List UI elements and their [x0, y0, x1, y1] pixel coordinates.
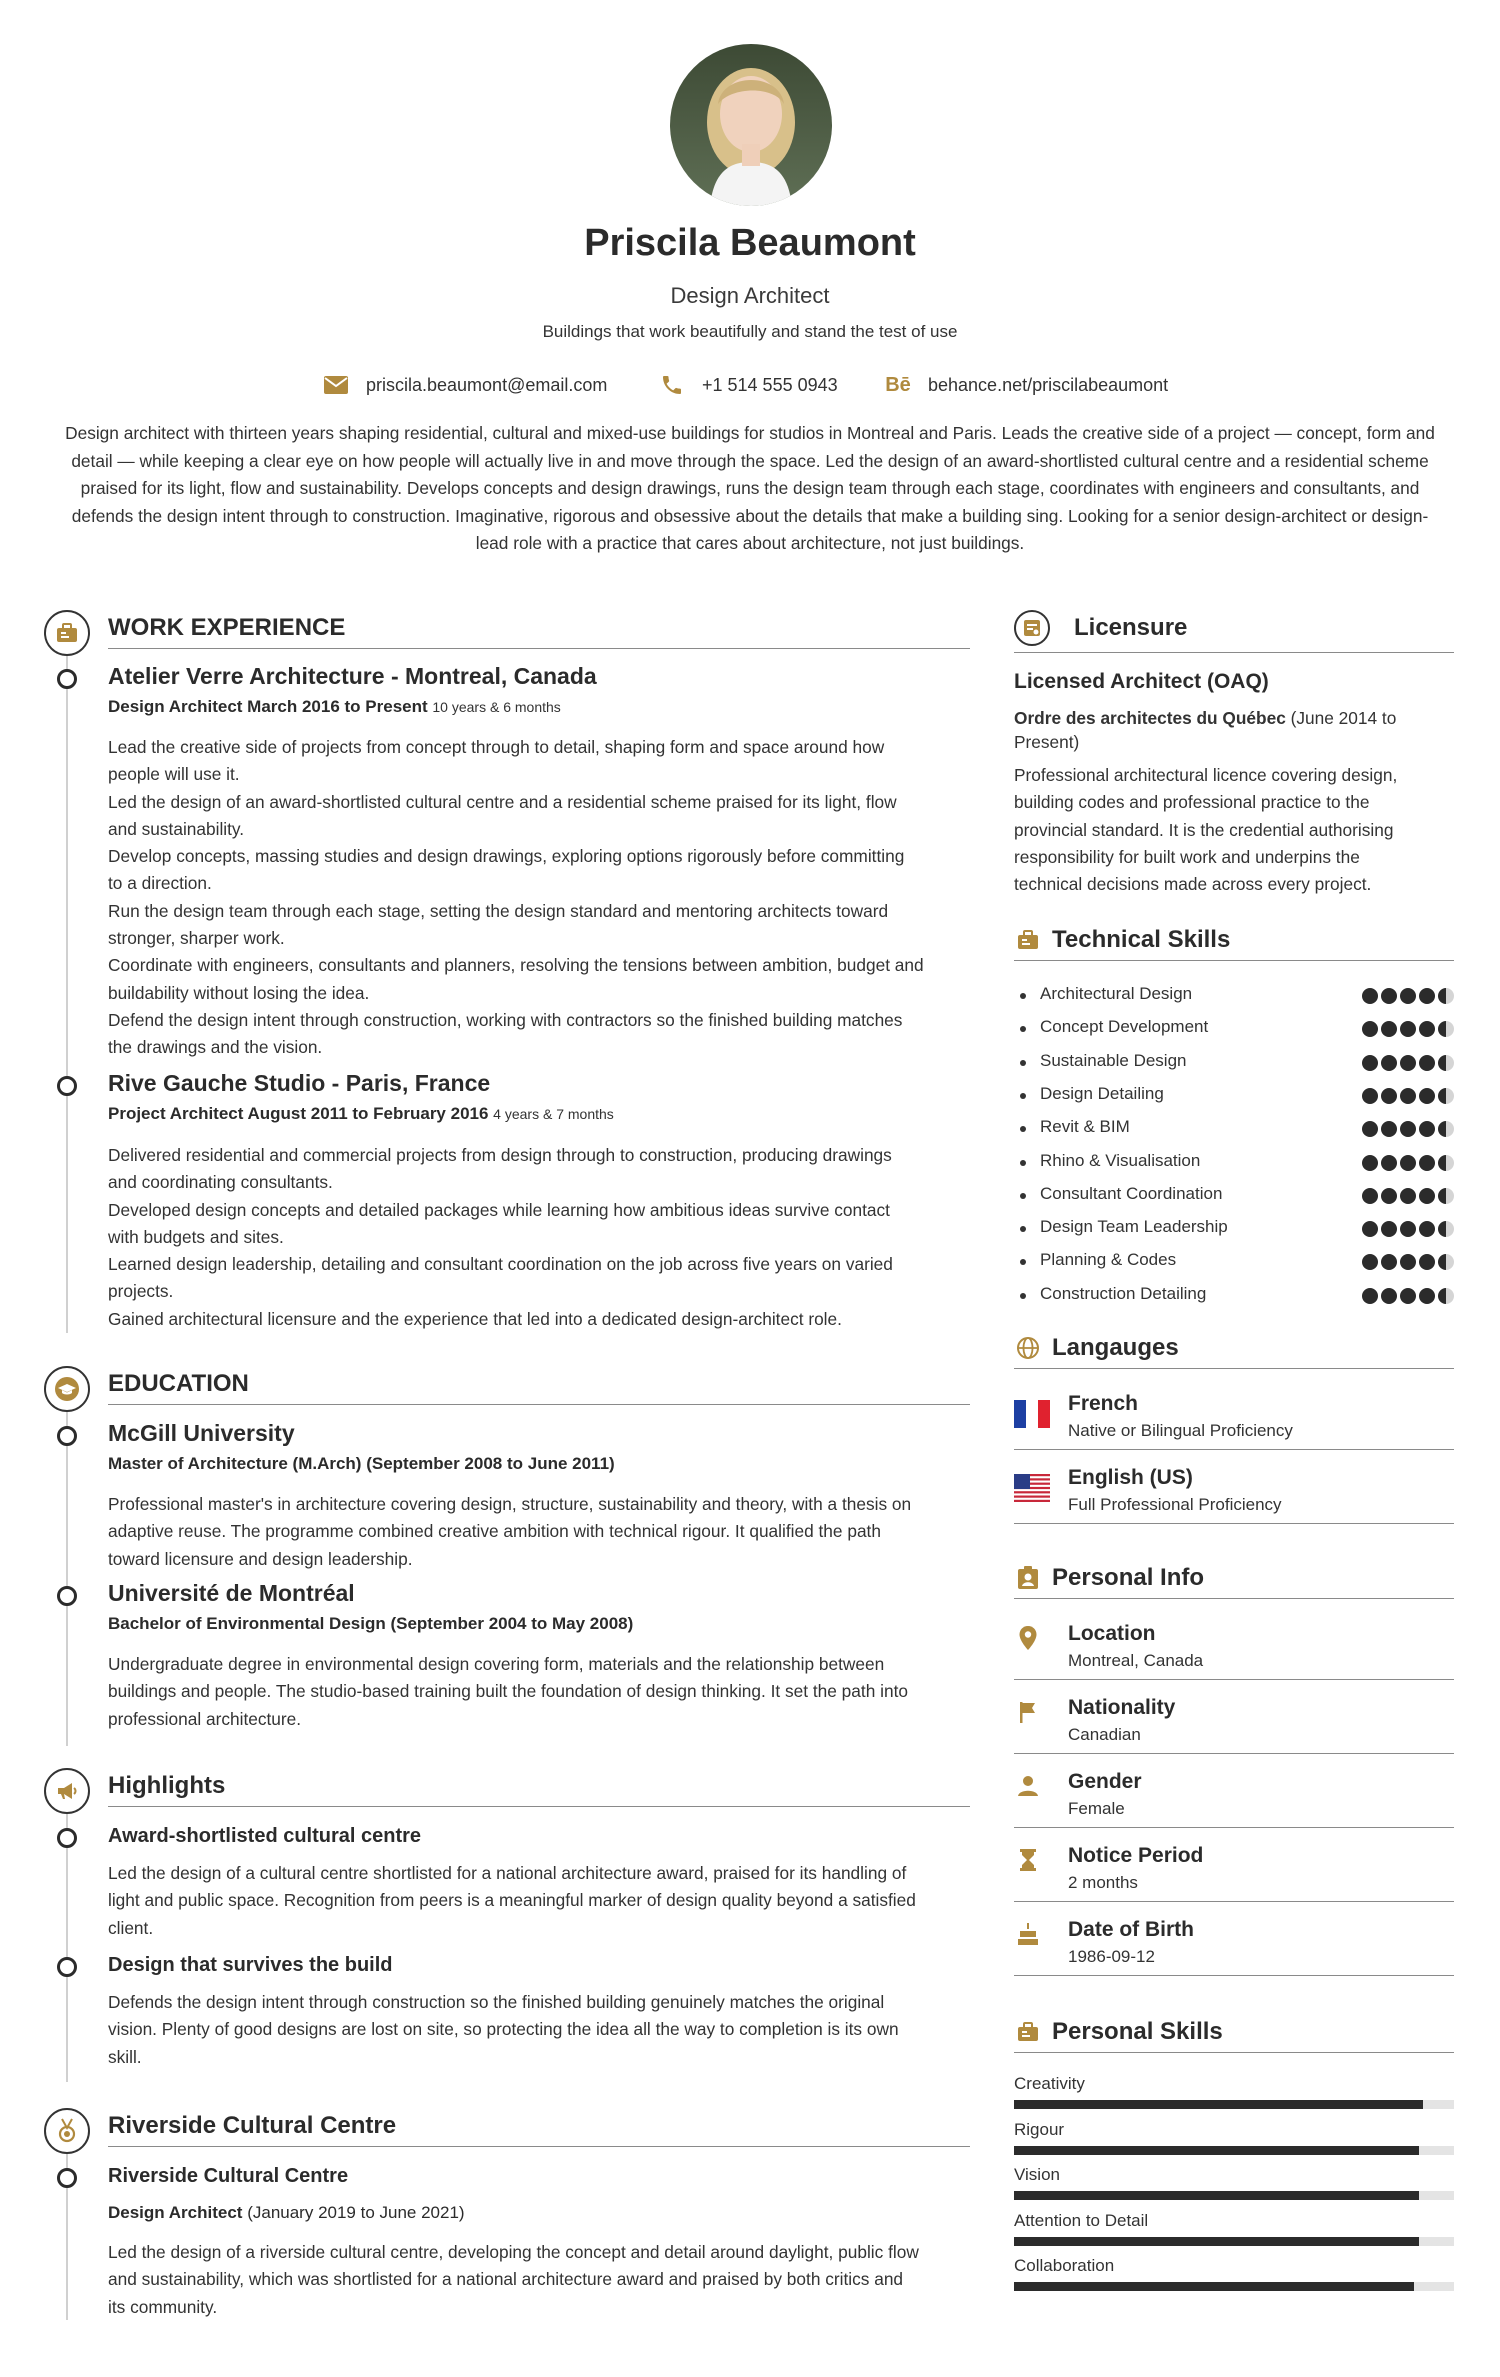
- licence-dates-end: Present): [1014, 732, 1080, 752]
- desc-line: Professional architectural licence covering design,: [1014, 765, 1398, 785]
- phone-icon: [658, 371, 686, 399]
- skill-rating: [1362, 1288, 1454, 1304]
- desc-line: Gained architectural licensure and the experience that led into a dedicated design-architect role.: [108, 1308, 842, 1329]
- highlight-description: [108, 1989, 970, 2071]
- rating-dot: [1438, 1254, 1454, 1270]
- language-level: Full Professional Proficiency: [1068, 1495, 1282, 1514]
- highlights-heading: Highlights: [108, 1772, 970, 1807]
- cake-icon: [1014, 1920, 1042, 1948]
- hourglass-icon: [1014, 1846, 1042, 1874]
- skill-name: Planning & Codes: [1040, 1250, 1177, 1270]
- desc-line: Developed design concepts and detailed packages while learning how ambitious ideas survive contact: [108, 1199, 890, 1220]
- us-flag-icon: [1014, 1474, 1050, 1502]
- licence-issuer-name: Ordre des architectes du Québec: [1014, 708, 1286, 728]
- info-label: Location: [1068, 1622, 1156, 1645]
- rating-dot: [1381, 1188, 1397, 1204]
- desc-line: buildability without losing the idea.: [108, 982, 370, 1003]
- desc-line: Led the design of a riverside cultural centre, developing the concept and detail around daylight, public flow: [108, 2242, 919, 2262]
- desc-line: and sustainability, which was shortlisted for a national architecture award and praised by both critics and: [108, 2269, 904, 2290]
- highlight-title: Award-shortlisted cultural centre: [108, 1825, 422, 1847]
- rating-dot: [1400, 1288, 1416, 1304]
- bullet-icon: [1020, 1293, 1026, 1299]
- personal-skill-name: Collaboration: [1014, 2256, 1115, 2275]
- job-duration: 4 years & 7 months: [493, 1106, 614, 1122]
- degree: Master of Architecture (M.Arch) (September 2008 to June 2011): [108, 1454, 615, 1473]
- desc-line: toward licensure and design leadership.: [108, 1548, 413, 1569]
- project-role-text: Design Architect: [108, 2203, 243, 2222]
- skill-bar-fill: [1014, 2146, 1419, 2155]
- rating-dot: [1381, 988, 1397, 1004]
- desc-line: the drawings and the vision.: [108, 1037, 323, 1058]
- info-label: Nationality: [1068, 1696, 1176, 1719]
- skill-rating: [1362, 1055, 1454, 1071]
- desc-line: and sustainability.: [108, 818, 245, 839]
- skill-bar-track: [1014, 2237, 1454, 2246]
- rating-dot: [1381, 1221, 1397, 1237]
- personal-skill-item: [1014, 2120, 1454, 2160]
- rating-dot: [1438, 1288, 1454, 1304]
- technical-skill-item: [1014, 1051, 1454, 1075]
- desc-line: Learned design leadership, detailing and consultant coordination on the job across five years on varied: [108, 1254, 893, 1275]
- personal-skill-item: [1014, 2165, 1454, 2205]
- school-name: McGill University: [108, 1420, 295, 1446]
- rating-dot: [1419, 988, 1435, 1004]
- technical-skill-item: [1014, 1084, 1454, 1108]
- person-icon: [1014, 1772, 1042, 1800]
- timeline-dot: [57, 2168, 77, 2188]
- info-value: Canadian: [1068, 1725, 1141, 1744]
- skill-bar-fill: [1014, 2237, 1419, 2246]
- rating-dot: [1400, 1088, 1416, 1104]
- bullet-icon: [1020, 1226, 1026, 1232]
- job-duration: 10 years & 6 months: [432, 699, 561, 715]
- technical-skill-item: [1014, 984, 1454, 1008]
- bullet-icon: [1020, 993, 1026, 999]
- rating-dot: [1419, 1288, 1435, 1304]
- desc-line: Defends the design intent through construction so the finished building genuinely matches the original: [108, 1992, 885, 2012]
- certificate-icon: [1014, 610, 1050, 646]
- skill-rating: [1362, 1221, 1454, 1237]
- rating-dot: [1381, 1254, 1397, 1270]
- phone-contact[interactable]: [658, 370, 838, 400]
- highlight-title: Design that survives the build: [108, 1954, 393, 1976]
- desc-line: buildings and people. The studio-based training built the foundation of design thinking. It set the path into: [108, 1681, 908, 1702]
- info-value: Female: [1068, 1799, 1125, 1818]
- candidate-name: Priscila Beaumont: [584, 222, 916, 264]
- desc-line: responsibility for built work and underpins the: [1014, 846, 1360, 867]
- languages-heading: [1014, 1334, 1454, 1369]
- skill-rating: [1362, 1088, 1454, 1104]
- profile-photo: [670, 44, 832, 206]
- highlight-description: [108, 1860, 970, 1942]
- skill-name: Concept Development: [1040, 1017, 1209, 1037]
- rating-dot: [1381, 1155, 1397, 1171]
- desc-line: Lead the creative side of projects from concept through to detail, shaping form and space around how: [108, 737, 885, 757]
- job-position: [108, 1104, 614, 1124]
- personal-skill-name: Rigour: [1014, 2119, 1065, 2139]
- desc-line: and coordinating consultants.: [108, 1172, 333, 1193]
- rating-dot: [1419, 1155, 1435, 1171]
- megaphone-icon: [44, 1768, 90, 1814]
- desc-line: stronger, sharper work.: [108, 928, 285, 949]
- desc-line: building codes and professional practice to the: [1014, 792, 1370, 813]
- bullet-icon: [1020, 1193, 1026, 1199]
- info-value: 1986-09-12: [1068, 1947, 1155, 1966]
- technical-skill-item: [1014, 1151, 1454, 1175]
- rating-dot: [1419, 1055, 1435, 1071]
- rating-dot: [1381, 1121, 1397, 1137]
- desc-line: Led the design of an award-shortlisted cultural centre and a residential scheme praised for its light, flow: [108, 791, 897, 812]
- rating-dot: [1362, 1188, 1378, 1204]
- skill-name: Design Team Leadership: [1040, 1217, 1228, 1237]
- technical-skill-item: [1014, 1284, 1454, 1308]
- education-description: [108, 1651, 970, 1733]
- desc-line: technical decisions made across every project.: [1014, 874, 1372, 895]
- id-badge-icon: [1014, 1564, 1042, 1592]
- rating-dot: [1438, 1021, 1454, 1037]
- licence-description: [1014, 762, 1454, 898]
- skill-rating: [1362, 1021, 1454, 1037]
- licensure-heading-text: Licensure: [1074, 614, 1188, 641]
- language-item: [1014, 1454, 1454, 1524]
- rating-dot: [1362, 1155, 1378, 1171]
- skill-rating: [1362, 1121, 1454, 1137]
- location-pin-icon: [1014, 1624, 1042, 1652]
- info-notice-period: [1014, 1832, 1454, 1902]
- desc-line: Delivered residential and commercial projects from design through to construction, producing drawings: [108, 1145, 892, 1165]
- email-icon: [322, 371, 350, 399]
- licence-name: Licensed Architect (OAQ): [1014, 670, 1269, 693]
- info-gender: [1014, 1758, 1454, 1828]
- bullet-icon: [1020, 1160, 1026, 1166]
- desc-line: Develop concepts, massing studies and design drawings, exploring options rigorously before committing: [108, 846, 905, 867]
- skill-bar-track: [1014, 2146, 1454, 2155]
- job-position-text: Project Architect August 2011 to February 2016: [108, 1104, 489, 1123]
- info-label: Notice Period: [1068, 1844, 1204, 1867]
- licence-dates: (June 2014 to: [1290, 708, 1397, 728]
- job-description: [108, 1142, 970, 1333]
- project-description: [108, 2239, 970, 2321]
- info-value: 2 months: [1068, 1873, 1138, 1892]
- website-text: behance.net/priscilabeaumont: [928, 374, 1169, 395]
- info-location: [1014, 1610, 1454, 1680]
- education-description: [108, 1491, 970, 1573]
- technical-skills-heading-text: Technical Skills: [1052, 926, 1231, 953]
- language-name: French: [1068, 1392, 1139, 1415]
- desc-line: vision. Plenty of good designs are lost on site, so protecting the idea all the way to completion is its own: [108, 2019, 899, 2040]
- rating-dot: [1362, 988, 1378, 1004]
- timeline-dot: [57, 669, 77, 689]
- rating-dot: [1419, 1121, 1435, 1137]
- personal-skills-heading: [1014, 2018, 1454, 2053]
- rating-dot: [1400, 988, 1416, 1004]
- rating-dot: [1438, 1121, 1454, 1137]
- work-experience-heading: WORK EXPERIENCE: [108, 614, 970, 649]
- skill-rating: [1362, 1254, 1454, 1270]
- timeline-dot: [57, 1586, 77, 1606]
- skill-name: Design Detailing: [1040, 1083, 1164, 1103]
- technical-skill-item: [1014, 1250, 1454, 1274]
- skill-bar-fill: [1014, 2282, 1414, 2291]
- desc-line: to a direction.: [108, 873, 212, 894]
- rating-dot: [1381, 1021, 1397, 1037]
- skill-bar-fill: [1014, 2100, 1423, 2109]
- bullet-icon: [1020, 1093, 1026, 1099]
- desc-line: Defend the design intent through construction, working with contractors so the finished building matches: [108, 1009, 903, 1030]
- rating-dot: [1438, 1088, 1454, 1104]
- skill-bar-track: [1014, 2100, 1454, 2109]
- skill-rating: [1362, 988, 1454, 1004]
- briefcase-icon: [44, 610, 90, 656]
- languages-heading-text: Langauges: [1052, 1334, 1179, 1361]
- job-company: Rive Gauche Studio - Paris, France: [108, 1070, 491, 1096]
- technical-skill-item: [1014, 1117, 1454, 1141]
- rating-dot: [1419, 1021, 1435, 1037]
- personal-info-heading-text: Personal Info: [1052, 1564, 1205, 1591]
- desc-line: its community.: [108, 2296, 218, 2317]
- desc-line: Coordinate with engineers, consultants and planners, resolving the tensions between ambition, budget and: [108, 955, 924, 976]
- rating-dot: [1419, 1188, 1435, 1204]
- personal-skill-item: [1014, 2211, 1454, 2251]
- language-item: [1014, 1380, 1454, 1450]
- project-role: [108, 2203, 465, 2223]
- rating-dot: [1362, 1254, 1378, 1270]
- desc-line: with budgets and sites.: [108, 1226, 284, 1247]
- desc-line: provincial standard. It is the credential authorising: [1014, 819, 1394, 840]
- bullet-icon: [1020, 1259, 1026, 1265]
- timeline-line: [66, 1410, 68, 1746]
- technical-skill-item: [1014, 1184, 1454, 1208]
- job-position-text: Design Architect March 2016 to Present: [108, 697, 428, 716]
- rating-dot: [1400, 1221, 1416, 1237]
- rating-dot: [1400, 1021, 1416, 1037]
- skill-bar-track: [1014, 2191, 1454, 2200]
- bullet-icon: [1020, 1060, 1026, 1066]
- desc-line: people will use it.: [108, 764, 240, 785]
- info-value: Montreal, Canada: [1068, 1651, 1204, 1670]
- personal-skill-item: [1014, 2256, 1454, 2296]
- toolbox-icon: [1014, 926, 1042, 954]
- rating-dot: [1400, 1155, 1416, 1171]
- desc-line: adaptive reuse. The programme combined creative ambition with technical rigour. It qualified the path: [108, 1521, 881, 1542]
- desc-line: skill.: [108, 2046, 142, 2067]
- graduation-cap-icon: [44, 1366, 90, 1412]
- rating-dot: [1381, 1288, 1397, 1304]
- rating-dot: [1362, 1221, 1378, 1237]
- desc-line: Professional master's in architecture covering design, structure, sustainability and theory, with a thesis on: [108, 1494, 912, 1514]
- rating-dot: [1419, 1254, 1435, 1270]
- project-name: Riverside Cultural Centre: [108, 2165, 349, 2187]
- timeline-line: [66, 655, 68, 1333]
- language-name: English (US): [1068, 1466, 1193, 1489]
- timeline-line: [66, 1812, 68, 2082]
- skill-name: Revit & BIM: [1040, 1117, 1130, 1137]
- skill-name: Construction Detailing: [1040, 1283, 1207, 1303]
- desc-line: light and public space. Recognition from peers is a meaningful marker of design quality beyond a satisfied: [108, 1890, 916, 1911]
- timeline-dot: [57, 1426, 77, 1446]
- rating-dot: [1400, 1055, 1416, 1071]
- personal-skill-item: [1014, 2074, 1454, 2114]
- globe-icon: [1014, 1334, 1042, 1362]
- phone-text: +1 514 555 0943: [702, 374, 838, 395]
- rating-dot: [1362, 1021, 1378, 1037]
- desc-line: projects.: [108, 1281, 174, 1302]
- rating-dot: [1362, 1055, 1378, 1071]
- rating-dot: [1400, 1254, 1416, 1270]
- personal-skill-name: Attention to Detail: [1014, 2210, 1149, 2230]
- rating-dot: [1438, 1221, 1454, 1237]
- france-flag-icon: [1014, 1400, 1050, 1428]
- rating-dot: [1438, 1155, 1454, 1171]
- tagline: Buildings that work beautifully and stand the test of use: [542, 322, 958, 341]
- rating-dot: [1400, 1121, 1416, 1137]
- degree: Bachelor of Environmental Design (September 2004 to May 2008): [108, 1614, 634, 1633]
- desc-line: client.: [108, 1917, 154, 1938]
- desc-line: Undergraduate degree in environmental design covering form, materials and the relationship between: [108, 1654, 885, 1674]
- skill-bar-fill: [1014, 2191, 1419, 2200]
- info-label: Date of Birth: [1068, 1918, 1194, 1941]
- rating-dot: [1400, 1188, 1416, 1204]
- education-heading: EDUCATION: [108, 1370, 970, 1405]
- skill-rating: [1362, 1188, 1454, 1204]
- project-dates: (January 2019 to June 2021): [247, 2203, 465, 2222]
- email-text: priscila.beaumont@email.com: [366, 374, 608, 395]
- skill-name: Consultant Coordination: [1040, 1183, 1223, 1203]
- job-company: Atelier Verre Architecture - Montreal, Canada: [108, 663, 597, 689]
- profile-summary: Design architect with thirteen years shaping residential, cultural and mixed-use buildings for studios in Montreal and Paris. Leads the creative side of a project — concept, form and detail — while keeping a clear eye on how people will actually live in and move through the space. Led the design of an award-shortlisted cultural centre and a residential scheme praised for its light, flow and sustainability. Develops concepts and design drawings, runs the design team through each stage, coordinates with engineers and consultants, and defends the design intent through to construction. Imaginative, rigorous and obsessive about the details that make a building sing. Looking for a senior design-architect or design-lead role with a practice that cares about architecture, not just buildings.: [65, 423, 1435, 553]
- technical-skill-item: [1014, 1217, 1454, 1241]
- personal-skill-name: Vision: [1014, 2165, 1060, 2184]
- rating-dot: [1419, 1221, 1435, 1237]
- timeline-dot: [57, 1828, 77, 1848]
- info-label: Gender: [1068, 1770, 1142, 1793]
- desc-line: professional architecture.: [108, 1708, 302, 1729]
- rating-dot: [1362, 1288, 1378, 1304]
- website-contact[interactable]: [884, 370, 1168, 400]
- personal-skill-name: Creativity: [1014, 2074, 1085, 2093]
- licence-issuer: [1014, 706, 1454, 754]
- rating-dot: [1381, 1088, 1397, 1104]
- bullet-icon: [1020, 1126, 1026, 1132]
- personal-info-heading: [1014, 1564, 1454, 1599]
- skill-name: Rhino & Visualisation: [1040, 1150, 1201, 1170]
- timeline-dot: [57, 1957, 77, 1977]
- contact-bar: [0, 370, 1500, 400]
- technical-skill-item: [1014, 1017, 1454, 1041]
- skill-name: Sustainable Design: [1040, 1050, 1187, 1070]
- rating-dot: [1362, 1088, 1378, 1104]
- behance-icon: Bē: [885, 373, 911, 396]
- bullet-icon: [1020, 1026, 1026, 1032]
- desc-line: Led the design of a cultural centre shortlisted for a national architecture award, praised for its handling of: [108, 1863, 907, 1883]
- project-heading: Riverside Cultural Centre: [108, 2112, 970, 2147]
- desc-line: Run the design team through each stage, setting the design standard and mentoring architects toward: [108, 900, 889, 921]
- skill-rating: [1362, 1155, 1454, 1171]
- job-title: Design Architect: [670, 283, 830, 308]
- licensure-heading: [1014, 610, 1454, 653]
- rating-dot: [1381, 1055, 1397, 1071]
- rating-dot: [1438, 988, 1454, 1004]
- info-nationality: [1014, 1684, 1454, 1754]
- info-date-of-birth: [1014, 1906, 1454, 1976]
- technical-skills-heading: [1014, 926, 1454, 961]
- toolbox-icon: [1014, 2018, 1042, 2046]
- job-description: [108, 734, 970, 1062]
- job-position: [108, 697, 561, 717]
- rating-dot: [1438, 1188, 1454, 1204]
- skill-name: Architectural Design: [1040, 984, 1193, 1003]
- rating-dot: [1362, 1121, 1378, 1137]
- language-level: Native or Bilingual Proficiency: [1068, 1421, 1293, 1440]
- email-contact[interactable]: [322, 370, 607, 400]
- skill-bar-track: [1014, 2282, 1454, 2291]
- timeline-dot: [57, 1076, 77, 1096]
- personal-skills-heading-text: Personal Skills: [1052, 2018, 1223, 2045]
- rating-dot: [1419, 1088, 1435, 1104]
- school-name: Université de Montréal: [108, 1580, 355, 1606]
- medal-icon: [44, 2108, 90, 2154]
- flag-icon: [1014, 1698, 1042, 1726]
- rating-dot: [1438, 1055, 1454, 1071]
